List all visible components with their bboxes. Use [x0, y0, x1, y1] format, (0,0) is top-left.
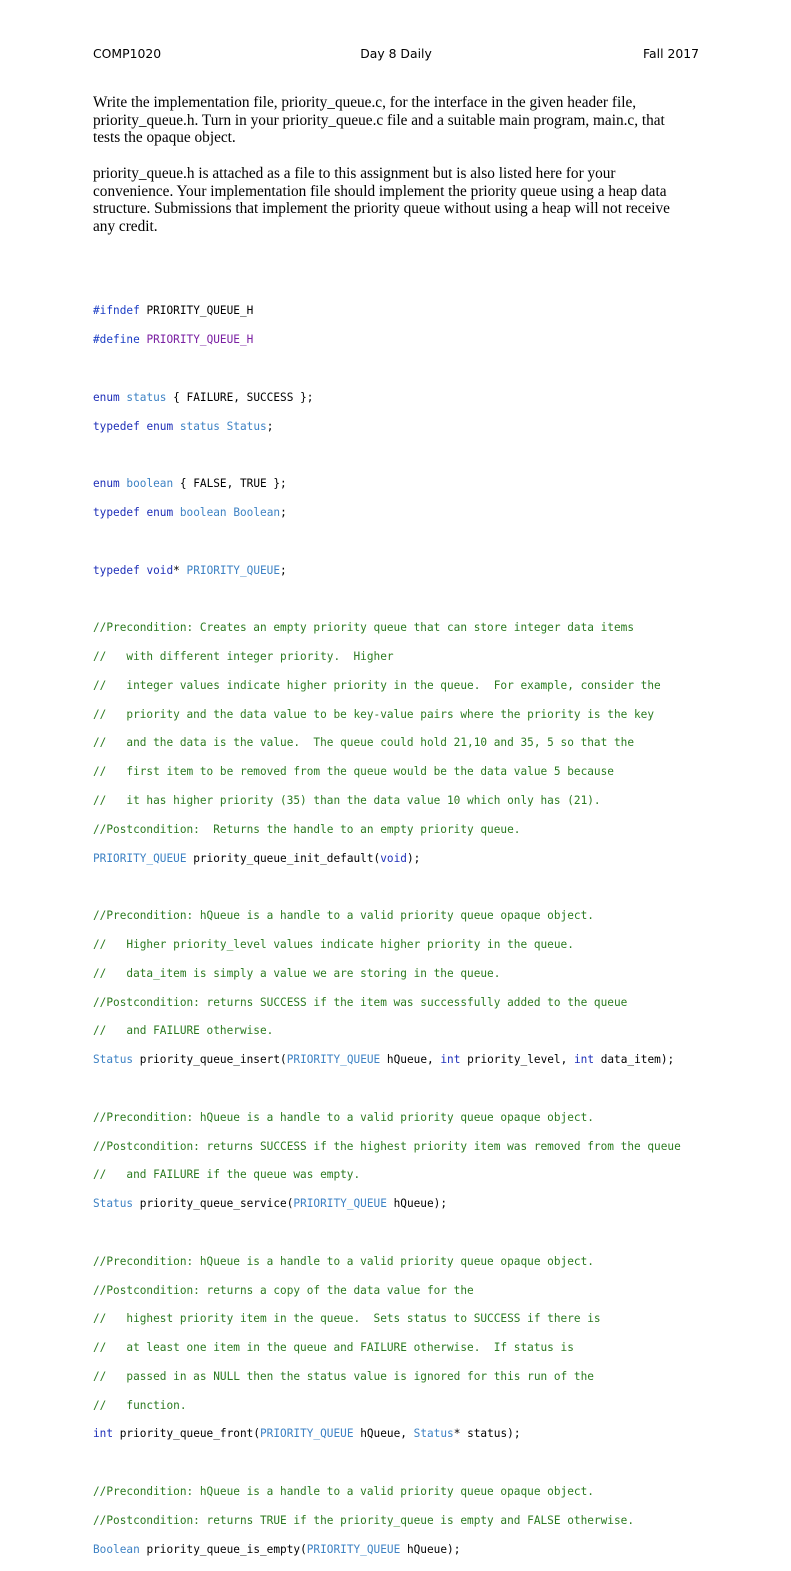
code-identifier: PRIORITY_QUEUE_H — [146, 304, 254, 318]
code-function: priority_queue_init_default( — [193, 851, 381, 865]
code-typedef-pq: typedef void* PRIORITY_QUEUE; — [93, 563, 287, 577]
code-insert-decl — [93, 1053, 753, 1067]
code-comment: // data_item is simply a value we are storing in the queue. — [93, 966, 501, 980]
code-keyword: #define — [93, 333, 140, 347]
code-comment: //Postcondition: returns SUCCESS if the item was successfully added to the queue — [93, 995, 628, 1009]
code-front-decl — [93, 1427, 753, 1441]
code-text: data_item); — [600, 1053, 675, 1067]
code-identifier: PRIORITY_QUEUE_H — [146, 333, 254, 347]
code-text: ); — [406, 851, 421, 865]
code-comment: // passed in as NULL then the status value is ignored for this run of the — [93, 1369, 594, 1383]
text-line: Write the implementation file, priority_queue.c, for the interface in the given header file, — [93, 94, 637, 111]
header-file-code-listing — [93, 290, 753, 1571]
code-function: priority_queue_front( — [119, 1427, 260, 1441]
text-line: convenience. Your implementation file should implement the priority queue using a heap data — [93, 182, 667, 200]
code-type: PRIORITY_QUEUE — [186, 563, 281, 577]
code-comment: // it has higher priority (35) than the data value 10 which only has (21). — [93, 793, 601, 807]
code-keyword: typedef — [93, 505, 140, 519]
text-line: priority_queue.h. Turn in your priority_queue.c file and a suitable main program, main.c, that — [93, 111, 665, 129]
code-define — [93, 333, 753, 347]
code-keyword: typedef — [93, 419, 140, 433]
code-typedef-boolean: typedef enum boolean Boolean; — [93, 505, 287, 519]
code-comment: //Precondition: hQueue is a handle to a valid priority queue opaque object. — [93, 909, 594, 923]
code-keyword: enum — [146, 419, 174, 433]
code-comment: // priority and the data value to be key-value pairs where the priority is the key — [93, 707, 655, 721]
code-keyword: void — [146, 563, 174, 577]
code-text: priority_level, — [467, 1053, 574, 1067]
code-type: Status — [413, 1427, 454, 1441]
code-type: PRIORITY_QUEUE — [306, 1542, 401, 1556]
code-type: Status — [93, 1053, 134, 1067]
code-keyword: int — [573, 1053, 595, 1067]
code-comment: //Postcondition: returns SUCCESS if the highest priority item was removed from the queue — [93, 1139, 681, 1153]
code-text: * status); — [453, 1427, 521, 1441]
header-title: Day 8 Daily — [360, 46, 432, 61]
code-comment: //Precondition: hQueue is a handle to a valid priority queue opaque object. — [93, 1254, 594, 1268]
page-header — [93, 46, 699, 64]
code-function: priority_queue_insert( — [139, 1053, 287, 1067]
code-comment: // and FAILURE if the queue was empty. — [93, 1168, 361, 1182]
code-empty-decl — [93, 1543, 753, 1557]
header-course: COMP1020 — [93, 46, 162, 61]
code-comment: //Postcondition: returns TRUE if the priority_queue is empty and FALSE otherwise. — [93, 1513, 634, 1527]
code-comment: //Postcondition: Returns the handle to an empty priority queue. — [93, 822, 521, 836]
code-ifndef — [93, 304, 753, 318]
code-comment: // highest priority item in the queue. Sets status to SUCCESS if there is — [93, 1312, 601, 1326]
code-text: hQueue); — [406, 1542, 461, 1556]
code-type: Status — [93, 1197, 134, 1211]
code-type: PRIORITY_QUEUE — [286, 1053, 381, 1067]
code-type: PRIORITY_QUEUE — [293, 1197, 387, 1211]
code-keyword: int — [440, 1053, 461, 1067]
code-service-decl — [93, 1197, 753, 1211]
code-comment: // Higher priority_level values indicate higher priority in the queue. — [93, 937, 574, 951]
code-function: priority_queue_service( — [139, 1197, 294, 1211]
code-type: Boolean — [93, 1542, 140, 1556]
code-comment: // and the data is the value. The queue could hold 21,10 and 35, 5 so that the — [93, 736, 634, 750]
intro-paragraph-1 — [93, 94, 703, 147]
code-comment: //Precondition: hQueue is a handle to a valid priority queue opaque object. — [93, 1485, 594, 1499]
code-text: { FALSE, TRUE }; — [179, 477, 287, 491]
text-line: any credit. — [93, 217, 158, 235]
code-keyword: #ifndef — [93, 304, 140, 318]
text-line: tests the opaque object. — [93, 129, 236, 147]
code-text: hQueue, — [360, 1427, 414, 1441]
code-comment: // first item to be removed from the queue would be the data value 5 because — [93, 765, 614, 779]
code-type: PRIORITY_QUEUE — [93, 851, 187, 865]
code-comment: // and FAILURE otherwise. — [93, 1024, 274, 1038]
code-comment: //Precondition: hQueue is a handle to a valid priority queue opaque object. — [93, 1110, 594, 1124]
code-init-decl — [93, 852, 753, 866]
code-type: Boolean — [233, 505, 281, 519]
code-text: { FAILURE, SUCCESS }; — [173, 390, 314, 404]
code-enum-boolean — [93, 477, 753, 491]
code-keyword: enum — [93, 390, 120, 404]
code-keyword: int — [93, 1427, 114, 1441]
code-comment: // integer values indicate higher priority in the queue. For example, consider the — [93, 678, 661, 692]
code-type: boolean — [179, 505, 227, 519]
code-comment: // with different integer priority. Higher — [93, 649, 394, 663]
code-keyword: enum — [146, 505, 174, 519]
code-enum-status — [93, 391, 753, 405]
intro-paragraph-2 — [93, 165, 703, 235]
header-term: Fall 2017 — [643, 46, 699, 61]
code-function: priority_queue_is_empty( — [146, 1542, 307, 1556]
code-typedef-status: typedef enum status Status; — [93, 419, 274, 433]
code-comment: // function. — [93, 1398, 187, 1412]
code-type: status — [126, 390, 167, 404]
code-type: status — [179, 419, 220, 433]
text-line: priority_queue.h is attached as a file to this assignment but is also listed here for your — [93, 165, 616, 182]
code-comment: //Precondition: Creates an empty priority queue that can store integer data items — [93, 621, 634, 635]
code-comment: //Postcondition: returns a copy of the data value for the — [93, 1283, 474, 1297]
code-keyword: void — [380, 851, 407, 865]
code-keyword: typedef — [93, 563, 140, 577]
text-line: structure. Submissions that implement the priority queue without using a heap will not receive — [93, 200, 670, 218]
code-type: Status — [226, 419, 267, 433]
code-text: hQueue); — [393, 1197, 448, 1211]
code-keyword: enum — [93, 477, 120, 491]
code-text: hQueue, — [386, 1053, 441, 1067]
code-comment: // at least one item in the queue and FAILURE otherwise. If status is — [93, 1341, 574, 1355]
code-type: boolean — [126, 477, 174, 491]
code-type: PRIORITY_QUEUE — [260, 1427, 354, 1441]
